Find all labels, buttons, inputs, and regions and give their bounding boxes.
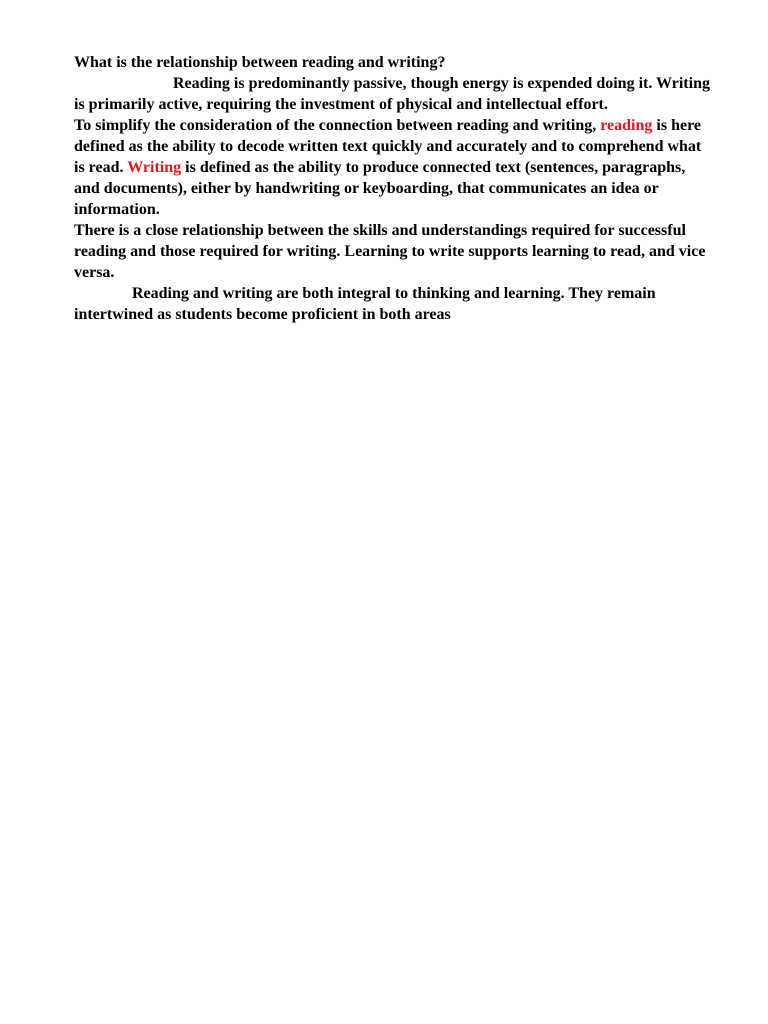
paragraph-2-part-2: is here defined as the ability to decode written text quickly and accurately and to comprehend what is read. <box>74 117 702 176</box>
paragraph-integral <box>74 283 714 325</box>
paragraph-passive-active <box>74 73 714 115</box>
paragraph-4-text: Reading and writing are both integral to thinking and learning. They remain intertwined as students become proficient in both areas <box>74 285 656 323</box>
paragraph-relationship: There is a close relationship between the skills and understandings required for successful reading and those required for writing. Learning to write supports learning to read, and vice versa. <box>74 222 706 281</box>
paragraph-definitions <box>74 115 714 220</box>
paragraph-2-part-3: is defined as the ability to produce connected text (sentences, paragraphs, and documents), either by handwriting or keyboarding, that communicates an idea or information. <box>74 159 686 218</box>
paragraph-1-text: Reading is predominantly passive, though energy is expended doing it. Writing is primarily active, requiring the investment of physical and intellectual effort. <box>74 75 710 113</box>
highlight-writing: Writing <box>127 159 182 176</box>
document-title: What is the relationship between reading and writing? <box>74 54 446 71</box>
document-page <box>74 52 714 325</box>
paragraph-2-part-1: To simplify the consideration of the connection between reading and writing, <box>74 117 597 134</box>
highlight-reading: reading <box>600 117 653 134</box>
